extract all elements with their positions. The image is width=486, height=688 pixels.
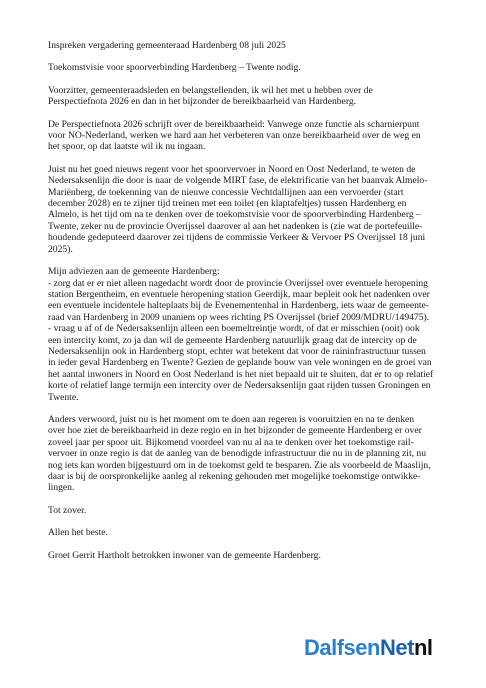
dalfsennet-logo: [304, 635, 433, 661]
paragraph-signature: Groet Gerrit Hartholt betrokken inwoner van de gemeente Hardenberg.: [48, 549, 321, 561]
paragraph-tot-zover: Tot zover.: [48, 504, 87, 516]
paragraph-vooruitzien: Anders verwoord, juist nu is het moment om te doen aan regeren is vooruitzien en na te denken over hoe ziet de bereikbaarheid in deze regio en in het bijzonder de gemeente Hardenberg er over zoveel jaar per spoor uit. Bijkomend voordeel van nu al na te denken over het toekomstige rail- vervoer in onze regio is dat de aanleg van de benodigde infrastructuur die nu in de planning zit, nu nog iets kan worden bijgestuurd om in de toekomst geld te besparen. Zie als voorbeeld de Maaslijn, daar is bij de oorspronkelijke aanleg al rekening gehouden met mogelijke toekomstige ontwikke- lingen.: [48, 413, 431, 494]
paragraph-perspectiefnota: De Perspectiefnota 2026 schrijft over de bereikbaarheid: Vanwege onze functie als scharnierpunt voor NO-Nederland, werken we hard aan het verbeteren van onze bereikbaarheid over de weg en het spoor, op dat laatste wil ik nu ingaan.: [48, 118, 421, 153]
paragraph-groet: Allen het beste.: [48, 527, 108, 539]
logo-part-net: Net: [379, 635, 414, 660]
letter-title: Inspreken vergadering gemeenteraad Hardenberg 08 juli 2025: [48, 40, 286, 51]
paragraph-spoorvervoer: Juist nu het goed nieuws regent voor het spoorvervoer in Noord en Oost Nederland, te weten de Nedersaksenlijn die door is naar de volgende MIRT fase, de elektrificatie van het baanvak Almelo- Mariënberg, de toekenning van de nieuwe concessie Vechtdallijnen aan een vervoerder (start december 2028) en te zijner tijd treinen met een toilet (en klaptafeltjes) tussen Hardenberg en Almelo, is het tijd om na te denken over de toekomstvisie voor de spoorverbinding Hardenberg – Twente, zeker nu de provincie Overijssel daarover al aan het nadenken is (zie wat de portefeuille- houdende gedeputeerd daarover zei tijdens de commissie Verkeer & Vervoer PS Overijssel 18 juni 2025).: [48, 163, 428, 255]
letter-page: [48, 40, 468, 572]
letter-subject: Toekomstvisie voor spoorverbinding Hardenberg – Twente nodig.: [48, 62, 301, 74]
logo-part-dalfsen: Dalfsen: [304, 635, 380, 660]
paragraph-adviezen: Mijn adviezen aan de gemeente Hardenberg: - zorg dat er er niet alleen nagedacht wordt door de provincie Overijssel over eventuele heropening station Bergentheim, en eventuele heropening station Geerdijk, maar bepleit ook het nadenken over een eventuele incidentele halteplaats bij de Evenementenhal in Hardenberg, iets waar de gemeente- raad van Hardenberg in 2009 unaniem op wees richting PS Overijssel (brief 2009/MDRU/149475). - vraag u af of de Nedersaksenlijn alleen een boemeltreintje wordt, of dat er misschien (ooit) ook een intercity komt, zo ja dan wil de gemeente Hardenberg natuurlijk graag dat de intercity op de Nedersaksenlijn ook in Hardenberg stopt, echter wat betekent dat voor de raininfrastructuur tussen in ieder geval Hardenberg en Twente? Gezien de geplande bouw van vele woningen en de groei van het aantal inwoners in Noord en Oost Nederland is het niet bepaald uit te sluiten, dat er to op relatief korte of relatief lange termijn een intercity over de Nedersaksenlijn gaat rijden tussen Groningen en Twente.: [48, 266, 434, 403]
logo-part-nl: nl: [413, 635, 433, 660]
paragraph-intro: Voorzitter, gemeenteraadsleden en belangstellenden, ik wil het met u hebben over de Perspectiefnota 2026 en dan in het bijzonder de bereikbaarheid van Hardenberg.: [48, 84, 373, 108]
